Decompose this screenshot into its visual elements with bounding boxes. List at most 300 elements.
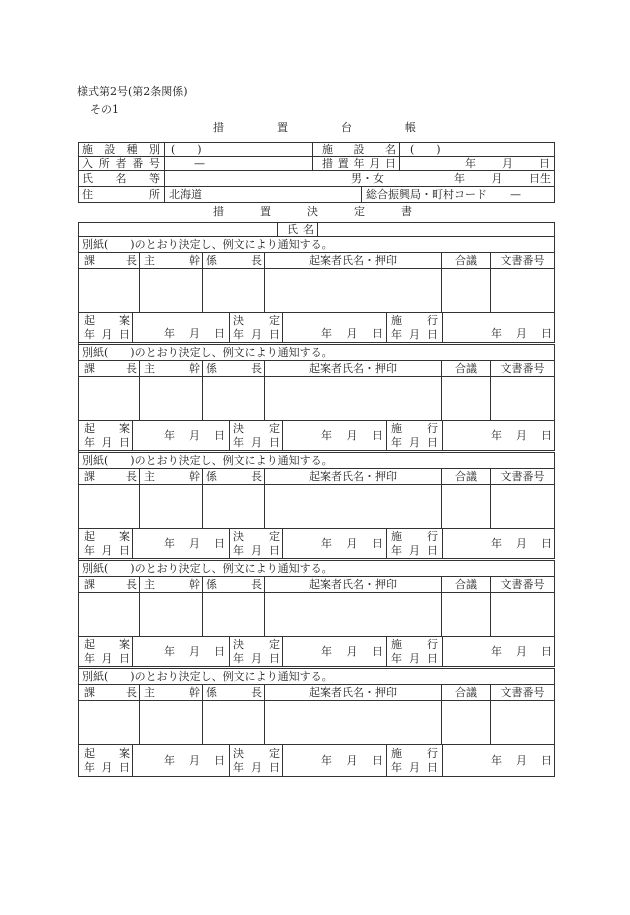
glyph: 年 bbox=[84, 651, 95, 665]
glyph: 氏 bbox=[287, 223, 298, 236]
enforced-date bbox=[491, 538, 552, 550]
glyph: 起 bbox=[84, 529, 95, 543]
glyph: 長 bbox=[251, 469, 262, 483]
glyph: 日 bbox=[214, 428, 225, 442]
notice-cell bbox=[79, 669, 555, 684]
drafter-seal-cell bbox=[265, 701, 442, 744]
subsection-chief-seal-cell bbox=[203, 593, 265, 636]
decided-label-sub bbox=[233, 328, 280, 342]
glyph: 行 bbox=[427, 637, 438, 651]
notice-text: 別紙( )のとおり決定し、例文により通知する。 bbox=[82, 669, 333, 683]
glyph: 日 bbox=[539, 157, 550, 170]
glyph: 行 bbox=[427, 746, 438, 760]
enforced-date-cell bbox=[443, 313, 555, 342]
form-number: 様式第2号(第2条関係) bbox=[77, 85, 188, 98]
glyph: 年 bbox=[164, 644, 175, 658]
glyph: 年 bbox=[391, 543, 402, 557]
glyph: 施 bbox=[391, 637, 402, 651]
enforced-date-cell bbox=[443, 745, 555, 776]
approval-header-row bbox=[79, 469, 555, 485]
subsection-chief-header-cell bbox=[203, 469, 265, 484]
drafter-header-cell bbox=[265, 469, 442, 484]
glyph: 日 bbox=[427, 543, 438, 557]
drafted-date-cell bbox=[133, 637, 230, 666]
placement-decision-table bbox=[78, 222, 555, 777]
glyph: 号 bbox=[149, 157, 160, 170]
deputy-director-header-cell bbox=[140, 685, 203, 700]
municipality-code-value: — bbox=[510, 187, 521, 201]
date-row bbox=[79, 637, 555, 669]
glyph: 年 bbox=[491, 644, 502, 658]
glyph: 年 bbox=[164, 327, 175, 340]
glyph: 措 bbox=[213, 121, 224, 134]
document-number-header: 文書番号 bbox=[500, 361, 545, 375]
document-number-header-cell bbox=[491, 577, 555, 592]
drafted-label-sub bbox=[84, 761, 130, 775]
glyph: 氏 bbox=[82, 171, 93, 185]
glyph: 日 bbox=[269, 327, 280, 341]
glyph: 長 bbox=[126, 469, 137, 483]
glyph: 月 bbox=[189, 536, 200, 550]
glyph: 日 bbox=[119, 435, 130, 449]
decided-date bbox=[321, 646, 383, 658]
sex-options: 男・女 bbox=[351, 171, 384, 185]
person-label-cell bbox=[79, 171, 165, 186]
date-row bbox=[79, 529, 555, 561]
subsection-chief-seal-cell bbox=[203, 377, 265, 420]
glyph: 長 bbox=[126, 685, 137, 699]
date-row bbox=[79, 313, 555, 345]
glyph: 係 bbox=[206, 685, 217, 699]
consultation-header-cell bbox=[442, 469, 491, 484]
decided-label-cell bbox=[230, 745, 283, 776]
drafted-label-sub bbox=[84, 544, 130, 558]
decided-label-sub bbox=[233, 544, 280, 558]
notice-text: 別紙( )のとおり決定し、例文により通知する。 bbox=[82, 237, 333, 251]
deputy-director-header-cell bbox=[140, 361, 203, 376]
enforced-label-cell bbox=[387, 421, 443, 450]
glyph: 月 bbox=[346, 753, 358, 767]
consultation-header: 合議 bbox=[455, 253, 477, 267]
glyph: 月 bbox=[516, 753, 527, 767]
glyph: 所 bbox=[149, 187, 160, 201]
glyph: 日 bbox=[269, 543, 280, 557]
glyph: 年 bbox=[164, 753, 175, 767]
glyph: 定 bbox=[269, 529, 280, 543]
placement-date-value-cell bbox=[400, 157, 555, 170]
section-chief-seal-cell bbox=[79, 701, 140, 744]
decision-name-row bbox=[79, 223, 555, 237]
glyph: 日 bbox=[214, 753, 225, 767]
glyph: 案 bbox=[119, 529, 130, 543]
notice-text: 別紙( )のとおり決定し、例文により通知する。 bbox=[82, 453, 333, 467]
glyph: 月 bbox=[101, 435, 113, 449]
birth-date-value bbox=[454, 173, 551, 185]
decided-date-cell bbox=[283, 421, 387, 450]
glyph: 日 bbox=[119, 760, 130, 774]
glyph: 日 bbox=[372, 644, 383, 658]
glyph: 月 bbox=[346, 327, 358, 340]
enforced-date bbox=[491, 328, 552, 340]
glyph: 名 bbox=[303, 223, 314, 236]
drafter-seal-cell bbox=[265, 593, 442, 636]
decided-label-cell bbox=[230, 529, 283, 558]
date-row bbox=[79, 745, 555, 777]
glyph: 決 bbox=[233, 421, 244, 435]
drafted-label-cell bbox=[79, 529, 133, 558]
ledger-row-address bbox=[79, 187, 555, 203]
decision-name-blank-left bbox=[79, 223, 278, 236]
glyph: 月 bbox=[516, 428, 527, 442]
glyph: 日 bbox=[541, 536, 552, 550]
facility-type-label bbox=[82, 144, 160, 156]
glyph: 月 bbox=[346, 428, 358, 442]
glyph: 日 bbox=[372, 327, 383, 340]
glyph: 決 bbox=[233, 637, 244, 651]
glyph: 年 bbox=[321, 327, 332, 340]
drafted-date-cell bbox=[133, 313, 230, 342]
glyph: 所 bbox=[98, 157, 110, 170]
decided-label bbox=[233, 530, 280, 544]
consultation-header: 合議 bbox=[455, 577, 477, 591]
drafter-header: 起案者氏名・押印 bbox=[309, 253, 397, 267]
drafted-date-cell bbox=[133, 529, 230, 558]
glyph: 起 bbox=[84, 637, 95, 651]
address-label bbox=[82, 189, 160, 201]
notice-row bbox=[79, 237, 555, 253]
glyph: 決 bbox=[233, 313, 244, 327]
consultation-header-cell bbox=[442, 361, 491, 376]
glyph: 施 bbox=[391, 421, 402, 435]
glyph: 月 bbox=[251, 760, 262, 774]
enforced-label-cell bbox=[387, 745, 443, 776]
enforced-date bbox=[491, 755, 552, 767]
drafted-label bbox=[84, 638, 130, 652]
enforced-label-cell bbox=[387, 637, 443, 666]
section-chief-header-cell bbox=[79, 253, 140, 268]
facility-name-value-cell bbox=[400, 143, 555, 156]
glyph: 日 bbox=[372, 753, 383, 767]
drafted-date bbox=[164, 755, 225, 767]
resident-number-value: — bbox=[194, 157, 205, 170]
drafted-date-cell bbox=[133, 745, 230, 776]
form-sub-number: その1 bbox=[90, 103, 119, 116]
enforced-label bbox=[391, 530, 438, 544]
glyph: 書 bbox=[401, 205, 412, 218]
glyph: 帳 bbox=[405, 121, 416, 134]
section-chief-header-cell bbox=[79, 577, 140, 592]
glyph: 名 bbox=[385, 143, 396, 156]
glyph: 年 bbox=[233, 543, 244, 557]
drafted-label bbox=[84, 530, 130, 544]
glyph: 名 bbox=[115, 171, 127, 185]
glyph: 月 bbox=[491, 171, 503, 185]
consultation-header: 合議 bbox=[455, 361, 477, 375]
document-number-cell bbox=[491, 701, 555, 744]
glyph: 月 bbox=[409, 760, 420, 774]
glyph: 長 bbox=[251, 361, 262, 375]
drafted-date bbox=[164, 328, 225, 340]
drafter-header-cell bbox=[265, 253, 442, 268]
glyph: 月 bbox=[369, 157, 381, 170]
drafted-label-cell bbox=[79, 745, 133, 776]
facility-name-label bbox=[322, 144, 396, 156]
drafter-seal-cell bbox=[265, 377, 442, 420]
drafted-label bbox=[84, 422, 130, 436]
notice-cell bbox=[79, 561, 555, 576]
subsection-chief-seal-cell bbox=[203, 701, 265, 744]
glyph: 月 bbox=[251, 327, 262, 341]
drafter-header: 起案者氏名・押印 bbox=[309, 577, 397, 591]
glyph: 日 bbox=[427, 651, 438, 665]
person-label bbox=[82, 173, 160, 185]
subsection-chief-header bbox=[206, 255, 262, 267]
glyph: 日 bbox=[541, 644, 552, 658]
glyph: 施 bbox=[391, 746, 402, 760]
glyph: 年 bbox=[321, 644, 332, 658]
subsection-chief-header-cell bbox=[203, 253, 265, 268]
decided-label bbox=[233, 422, 280, 436]
subsection-chief-header-cell bbox=[203, 361, 265, 376]
drafted-label-cell bbox=[79, 421, 133, 450]
glyph: 主 bbox=[144, 469, 155, 483]
glyph: 月 bbox=[409, 543, 420, 557]
glyph: 月 bbox=[409, 435, 420, 449]
glyph: 年 bbox=[391, 435, 402, 449]
decided-label-sub bbox=[233, 761, 280, 775]
enforced-date-cell bbox=[443, 421, 555, 450]
glyph: 日 bbox=[269, 435, 280, 449]
glyph: 係 bbox=[206, 577, 217, 591]
glyph: 起 bbox=[84, 746, 95, 760]
decided-date bbox=[321, 328, 383, 340]
glyph: 年 bbox=[321, 428, 332, 442]
glyph: 起 bbox=[84, 421, 95, 435]
glyph: 定 bbox=[354, 205, 365, 218]
placement-date-label-cell bbox=[313, 157, 400, 170]
decision-blocks bbox=[79, 237, 555, 777]
glyph: 設 bbox=[104, 143, 116, 156]
glyph: 日 bbox=[269, 651, 280, 665]
decided-date-cell bbox=[283, 637, 387, 666]
glyph: 年 bbox=[233, 435, 244, 449]
placement-date-value bbox=[465, 158, 550, 170]
glyph: 日 bbox=[214, 644, 225, 658]
deputy-director-header bbox=[144, 687, 200, 699]
section-chief-seal-cell bbox=[79, 485, 140, 528]
decision-name-value-cell bbox=[318, 223, 555, 236]
glyph: 措 bbox=[213, 205, 224, 218]
glyph: 主 bbox=[144, 361, 155, 375]
glyph: 月 bbox=[251, 651, 262, 665]
glyph: 長 bbox=[251, 685, 262, 699]
glyph: 者 bbox=[115, 157, 127, 170]
subsection-chief-header-cell bbox=[203, 685, 265, 700]
section-chief-seal-cell bbox=[79, 593, 140, 636]
glyph: 日 bbox=[119, 327, 130, 341]
subsection-chief-header-cell bbox=[203, 577, 265, 592]
document-number-header: 文書番号 bbox=[500, 577, 545, 591]
resident-number-label bbox=[82, 158, 160, 170]
drafted-label bbox=[84, 747, 130, 761]
section-chief-header bbox=[84, 687, 137, 699]
glyph: 課 bbox=[84, 577, 95, 591]
deputy-director-header-cell bbox=[140, 577, 203, 592]
subsection-chief-header bbox=[206, 363, 262, 375]
deputy-director-seal-cell bbox=[140, 701, 203, 744]
enforced-date-cell bbox=[443, 637, 555, 666]
glyph: 年 bbox=[491, 428, 502, 442]
approval-seal-row bbox=[79, 485, 555, 529]
glyph: 月 bbox=[251, 543, 262, 557]
drafted-date bbox=[164, 646, 225, 658]
placement-date-label bbox=[322, 158, 396, 170]
approval-seal-row bbox=[79, 701, 555, 745]
glyph: 置 bbox=[260, 205, 271, 218]
glyph: 年 bbox=[84, 435, 95, 449]
glyph: 年 bbox=[233, 760, 244, 774]
drafter-header: 起案者氏名・押印 bbox=[309, 469, 397, 483]
document-number-cell bbox=[491, 377, 555, 420]
decided-date-cell bbox=[283, 313, 387, 342]
address-value-cell bbox=[165, 187, 362, 202]
glyph: 年 bbox=[353, 157, 365, 170]
glyph: 定 bbox=[269, 746, 280, 760]
glyph: 幹 bbox=[189, 361, 200, 375]
drafted-date bbox=[164, 538, 225, 550]
notice-text: 別紙( )のとおり決定し、例文により通知する。 bbox=[82, 561, 333, 575]
approval-header-row bbox=[79, 577, 555, 593]
approval-header-row bbox=[79, 253, 555, 269]
glyph: 月 bbox=[346, 644, 358, 658]
address-label-cell bbox=[79, 187, 165, 202]
facility-name-value: ( ) bbox=[410, 143, 441, 156]
glyph: 月 bbox=[101, 327, 113, 341]
glyph: 年 bbox=[391, 327, 402, 341]
drafter-header-cell bbox=[265, 361, 442, 376]
glyph: 等 bbox=[149, 171, 160, 185]
glyph: 月 bbox=[189, 644, 200, 658]
glyph: 日 bbox=[372, 536, 383, 550]
glyph: 幹 bbox=[189, 685, 200, 699]
glyph: 年 bbox=[84, 543, 95, 557]
enforced-label-sub bbox=[391, 652, 438, 666]
glyph: 長 bbox=[126, 361, 137, 375]
municipality-code-label: 総合振興局・町村コード bbox=[366, 187, 487, 201]
glyph: 月 bbox=[189, 428, 200, 442]
glyph: 年 bbox=[164, 536, 175, 550]
glyph: 月 bbox=[189, 327, 200, 340]
glyph: 年 bbox=[465, 157, 476, 170]
consultation-seal-cell bbox=[442, 701, 491, 744]
ledger-row-person bbox=[79, 171, 555, 187]
glyph: 日 bbox=[385, 157, 396, 170]
section-chief-header bbox=[84, 579, 137, 591]
enforced-label bbox=[391, 314, 438, 328]
decision-block bbox=[79, 561, 555, 669]
glyph: 決 bbox=[233, 529, 244, 543]
decided-label bbox=[233, 314, 280, 328]
document-number-header-cell bbox=[491, 469, 555, 484]
approval-header-row bbox=[79, 685, 555, 701]
notice-row bbox=[79, 669, 555, 685]
section-chief-header-cell bbox=[79, 685, 140, 700]
glyph: 年 bbox=[321, 753, 332, 767]
drafter-seal-cell bbox=[265, 269, 442, 312]
glyph: 定 bbox=[269, 637, 280, 651]
glyph: 年 bbox=[233, 651, 244, 665]
resident-number-value-cell bbox=[165, 157, 313, 170]
consultation-header: 合議 bbox=[455, 685, 477, 699]
facility-name-label-cell bbox=[313, 143, 400, 156]
glyph: 月 bbox=[516, 327, 527, 340]
decided-label-cell bbox=[230, 637, 283, 666]
decision-block bbox=[79, 453, 555, 561]
decided-label-sub bbox=[233, 436, 280, 450]
glyph: 施 bbox=[391, 529, 402, 543]
glyph: 入 bbox=[82, 157, 93, 170]
consultation-header: 合議 bbox=[455, 469, 477, 483]
glyph: 課 bbox=[84, 361, 95, 375]
glyph: 行 bbox=[427, 421, 438, 435]
decided-date bbox=[321, 430, 383, 442]
glyph: 年 bbox=[233, 327, 244, 341]
facility-type-value-cell bbox=[165, 143, 313, 156]
glyph: 月 bbox=[101, 543, 113, 557]
notice-row bbox=[79, 561, 555, 577]
glyph: 施 bbox=[82, 143, 93, 156]
decision-name-label bbox=[287, 224, 314, 236]
glyph: 置 bbox=[337, 157, 349, 170]
municipality-code-cell bbox=[362, 187, 555, 202]
glyph: 月 bbox=[101, 760, 113, 774]
glyph: 月 bbox=[409, 327, 420, 341]
document-number-header-cell bbox=[491, 253, 555, 268]
glyph: 月 bbox=[502, 157, 513, 170]
glyph: 日 bbox=[269, 760, 280, 774]
glyph: 年 bbox=[321, 536, 332, 550]
glyph: 施 bbox=[391, 313, 402, 327]
drafted-label-cell bbox=[79, 313, 133, 342]
consultation-seal-cell bbox=[442, 269, 491, 312]
drafter-header: 起案者氏名・押印 bbox=[309, 685, 397, 699]
facility-type-value: ( ) bbox=[171, 143, 202, 156]
glyph: 月 bbox=[101, 651, 113, 665]
enforced-label-sub bbox=[391, 436, 438, 450]
glyph: 月 bbox=[189, 753, 200, 767]
decided-label bbox=[233, 747, 280, 761]
glyph: 月 bbox=[251, 435, 262, 449]
glyph: 係 bbox=[206, 361, 217, 375]
glyph: 日 bbox=[214, 536, 225, 550]
notice-cell bbox=[79, 345, 555, 360]
glyph: 課 bbox=[84, 685, 95, 699]
glyph: 主 bbox=[144, 577, 155, 591]
subsection-chief-seal-cell bbox=[203, 269, 265, 312]
facility-type-label-cell bbox=[79, 143, 165, 156]
ledger-row-resident bbox=[79, 157, 555, 171]
decided-label-cell bbox=[230, 313, 283, 342]
glyph: 案 bbox=[119, 746, 130, 760]
glyph: 長 bbox=[251, 253, 262, 267]
glyph: 年 bbox=[491, 327, 502, 340]
glyph: 日 bbox=[541, 428, 552, 442]
glyph: 日 bbox=[119, 651, 130, 665]
glyph: 係 bbox=[206, 253, 217, 267]
section-chief-seal-cell bbox=[79, 377, 140, 420]
approval-header-row bbox=[79, 361, 555, 377]
glyph: 日 bbox=[372, 428, 383, 442]
